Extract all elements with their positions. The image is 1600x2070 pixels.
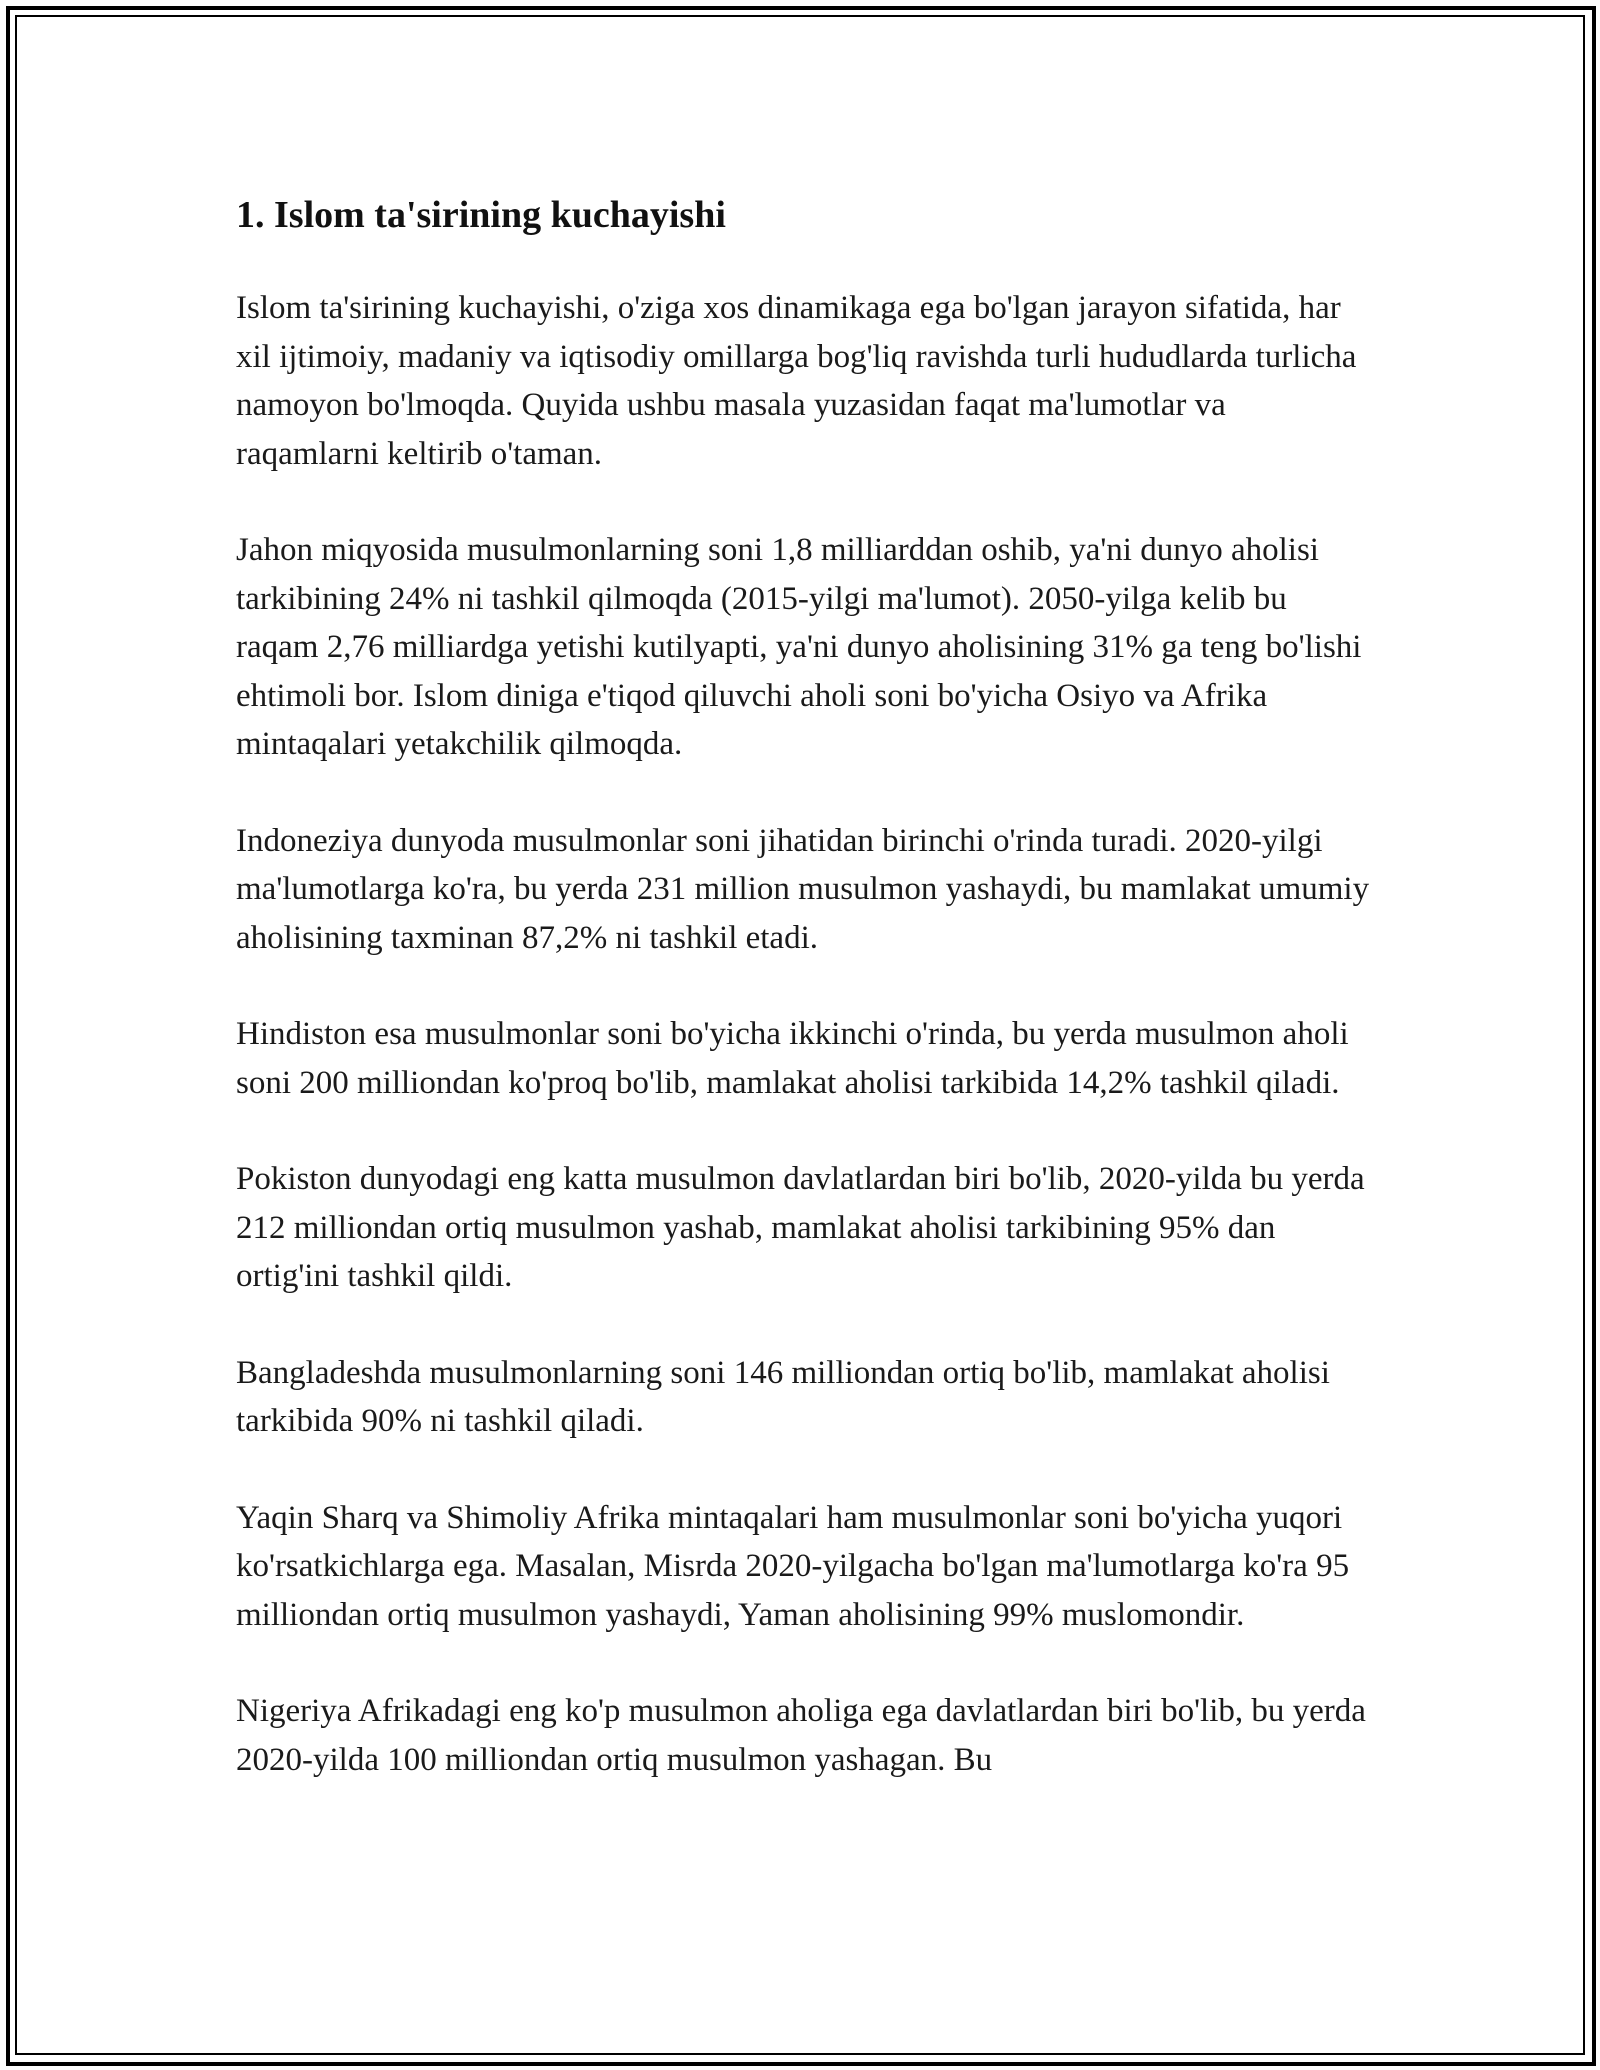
paragraph-pakistan: Pokiston dunyodagi eng katta musulmon davlatlardan biri bo'lib, 2020-yilda bu yerda 212 milliondan ortiq musulmon yashab, mamlakat aholisi tarkibining 95% dan ortig'ini tashkil qildi. bbox=[236, 1161, 1365, 1294]
paragraph-nigeria: Nigeriya Afrikadagi eng ko'p musulmon aholiga ega davlatlardan biri bo'lib, bu yerda 2020-yilda 100 milliondan ortiq musulmon yashagan. Bu bbox=[236, 1693, 1366, 1778]
paragraph-indonesia: Indoneziya dunyoda musulmonlar soni jihatidan birinchi o'rinda turadi. 2020-yilgi ma'lumotlarga ko'ra, bu yerda 231 million musulmon yashaydi, bu mamlakat umumiy aholisining taxminan 87,2% ni tashkil etadi. bbox=[236, 822, 1370, 956]
document-body bbox=[236, 186, 1376, 1832]
paragraph-middle-east-north-africa: Yaqin Sharq va Shimoliy Afrika mintaqalari ham musulmonlar soni bo'yicha yuqori ko'rsatkichlarga ega. Masalan, Misrda 2020-yilgacha bo'lgan ma'lumotlarga ko'ra 95 milliondan ortiq musulmon yashaydi, Yaman aholisining 99% muslomondir. bbox=[236, 1499, 1350, 1633]
section-heading: 1. Islom ta'sirining kuchayishi bbox=[236, 194, 726, 236]
paragraph-india: Hindiston esa musulmonlar soni bo'yicha ikkinchi o'rinda, bu yerda musulmon aholi soni 200 milliondan ko'proq bo'lib, mamlakat aholisi tarkibida 14,2% tashkil qiladi. bbox=[236, 1016, 1349, 1101]
paragraph-intro: Islom ta'sirining kuchayishi, o'ziga xos dinamikaga ega bo'lgan jarayon sifatida, har xil ijtimoiy, madaniy va iqtisodiy omillarga bog'liq ravishda turli hududlarda turlicha namoyon bo'lmoqda. Quyida ushbu masala yuzasidan faqat ma'lumotlar va raqamlarni keltirib o'taman. bbox=[236, 290, 1357, 472]
paragraph-world-statistics: Jahon miqyosida musulmonlarning soni 1,8 milliarddan oshib, ya'ni dunyo aholisi tarkibining 24% ni tashkil qilmoqda (2015-yilgi ma'lumot). 2050-yilga kelib bu raqam 2,76 milliardga yetishi kutilyapti, ya'ni dunyo aholisining 31% ga teng bo'lishi ehtimoli bor. Islom diniga e'tiqod qiluvchi aholi soni bo'yicha Osiyo va Afrika mintaqalari yetakchilik qilmoqda. bbox=[236, 532, 1362, 762]
paragraph-bangladesh: Bangladeshda musulmonlarning soni 146 milliondan ortiq bo'lib, mamlakat aholisi tarkibida 90% ni tashkil qiladi. bbox=[236, 1354, 1330, 1439]
